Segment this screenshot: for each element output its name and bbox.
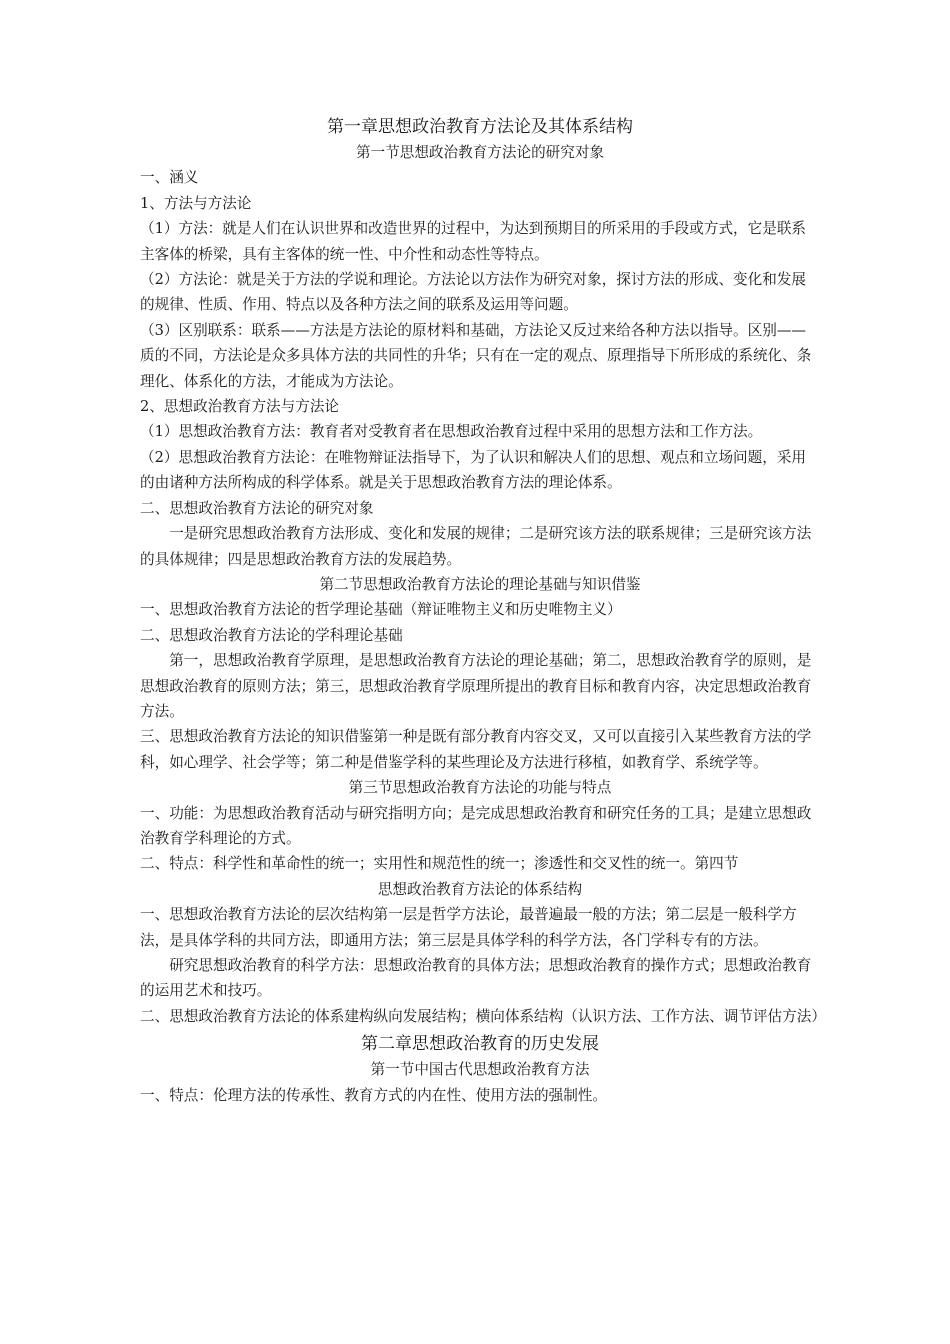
- heading-philosophical-basis: 一、思想政治教育方法论的哲学理论基础（辩证唯物主义和历史唯物主义）: [140, 601, 622, 619]
- subheading-ideological-method: 2、思想政治教育方法与方法论: [140, 398, 340, 416]
- paragraph-method: （1）方法：就是人们在认识世界和改造世界的过程中，为达到预期目的所采用的手段或方式，它是联系主客体的桥梁，具有主客体的统一性、中介性和动态性等特点。: [140, 220, 807, 263]
- chapter-2-title: 第二章思想政治教育的历史发展: [361, 1034, 599, 1055]
- paragraph-ideological-method: （1）思想政治教育方法：教育者对受教育者在思想政治教育过程中采用的思想方法和工作方法。: [140, 423, 763, 441]
- paragraph-methodology: （2）方法论：就是关于方法的学说和理论。方法论以方法作为研究对象，探讨方法的形成、变化和发展的规律、性质、作用、特点以及各种方法之间的联系及运用等问题。: [140, 271, 807, 314]
- subheading-method: 1、方法与方法论: [140, 194, 252, 212]
- paragraph-difference: （3）区别联系：联系——方法是方法论的原材料和基础，方法论又反过来给各种方法以指导。区别——质的不同，方法论是众多具体方法的共同性的升华；只有在一定的观点、原理指导下所形成的系统化、条理化、体系化的方法，才能成为方法论。: [140, 321, 812, 390]
- paragraph-ancient-features: 一、特点：伦理方法的传承性、教育方式的内在性、使用方法的强制性。: [140, 1086, 608, 1104]
- section-4-title: 思想政治教育方法论的体系结构: [377, 880, 583, 898]
- chapter-2-section-1-title: 第一节中国古代思想政治教育方法: [370, 1061, 590, 1079]
- section-3-title: 第三节思想政治教育方法论的功能与特点: [348, 779, 612, 797]
- section-2-title: 第二节思想政治教育方法论的理论基础与知识借鉴: [319, 575, 641, 593]
- paragraph-scientific-methods: 研究思想政治教育的科学方法：思想政治教育的具体方法；思想政治教育的操作方式；思想政治教育的运用艺术和技巧。: [140, 957, 812, 1000]
- paragraph-functions: 一、功能：为思想政治教育活动与研究指明方向；是完成思想政治教育和研究任务的工具；是建立思想政治教育学科理论的方式。: [140, 804, 812, 847]
- paragraph-knowledge-borrowing: 三、思想政治教育方法论的知识借鉴第一种是既有部分教育内容交叉，又可以直接引入某些教育方法的学科，如心理学、社会学等；第二种是借鉴学科的某些理论及方法进行移植，如教育学、系统学等。: [140, 728, 812, 771]
- paragraph-research-object: 一是研究思想政治教育方法形成、变化和发展的规律；二是研究该方法的联系规律；三是研究该方法的具体规律；四是思想政治教育方法的发展趋势。: [140, 525, 812, 568]
- paragraph-features: 二、特点：科学性和革命性的统一；实用性和规范性的统一；渗透性和交叉性的统一。第四节: [140, 855, 739, 873]
- document-content: [140, 114, 826, 1108]
- heading-meaning: 一、涵义: [140, 169, 199, 187]
- paragraph-hierarchy: 一、思想政治教育方法论的层次结构第一层是哲学方法论，最普遍最一般的方法；第二层是一般科学方法，是具体学科的共同方法，即通用方法；第三层是具体学科的科学方法，各门学科专有的方法。: [140, 906, 797, 949]
- heading-research-object: 二、思想政治教育方法论的研究对象: [140, 499, 374, 517]
- paragraph-ideological-methodology: （2）思想政治教育方法论：在唯物辩证法指导下，为了认识和解决人们的思想、观点和立场问题，采用的由诸种方法所构成的科学体系。就是关于思想政治教育方法的理论体系。: [140, 448, 807, 492]
- paragraph-system-construction: 二、思想政治教育方法论的体系建构纵向发展结构；横向体系结构（认识方法、工作方法、调节评估方法）: [140, 1007, 826, 1025]
- paragraph-disciplinary-basis: 第一，思想政治教育学原理，是思想政治教育方法论的理论基础；第二，思想政治教育学的原则，是思想政治教育的原则方法；第三，思想政治教育学原理所提出的教育目标和教育内容，决定思想政治教育方法。: [140, 652, 812, 720]
- section-1-title: 第一节思想政治教育方法论的研究对象: [355, 144, 605, 161]
- chapter-1-title: 第一章思想政治教育方法论及其体系结构: [327, 117, 633, 137]
- heading-disciplinary-basis: 二、思想政治教育方法论的学科理论基础: [140, 626, 403, 644]
